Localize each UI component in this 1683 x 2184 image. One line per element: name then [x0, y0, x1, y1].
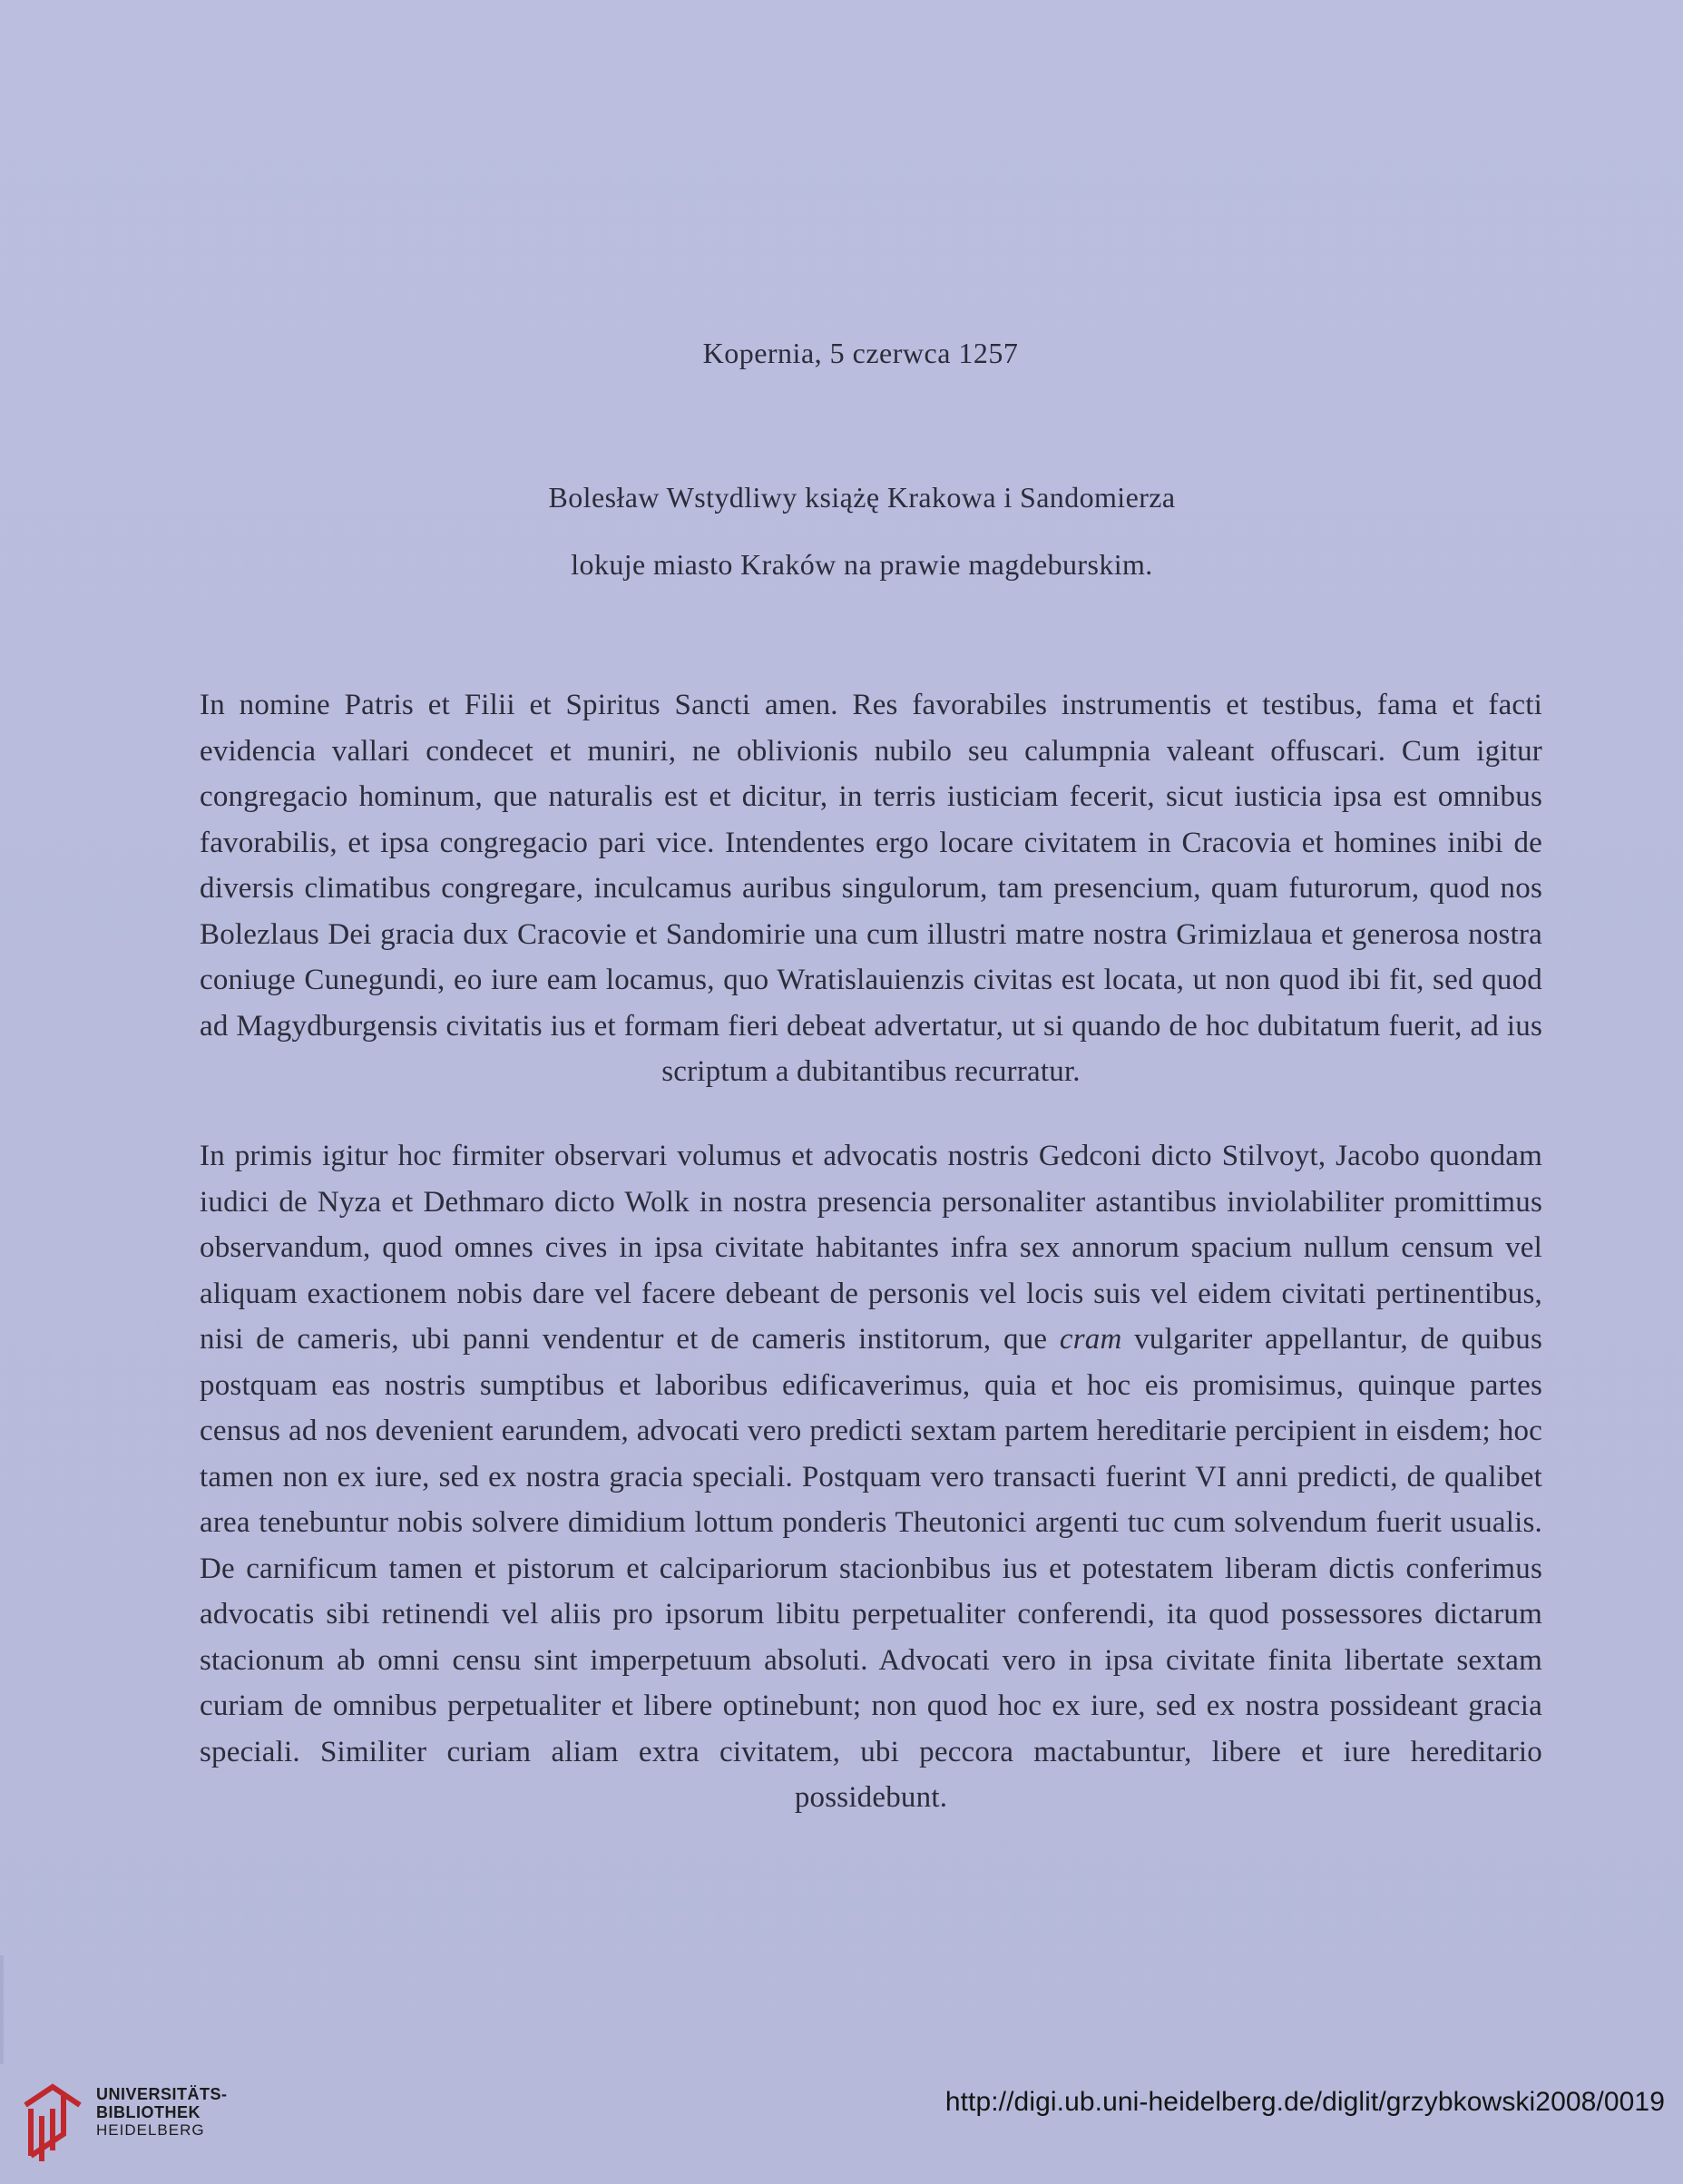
library-institution-name	[96, 2085, 228, 2140]
paragraph-2-text-start: In primis igitur hoc firmiter observari volumus et advocatis nostris Gedconi dicto Stilvoyt, Jacobo quondam iudici de Nyza et Dethmaro dicto Wolk in nostra presencia personaliter astantibus inviolabiliter promittimus observandum, quod omnes cives in ipsa civitate habitantes infra sex annorum spacium nullum censum vel aliquam exactionem nobis dare vel facere debeant de personis vel locis suis vel eidem civitati pertinentibus, nisi de cameris, ubi panni vendentur et de cameris institorum, que	[200, 1140, 1542, 1356]
source-url-link[interactable]: http://digi.ub.uni-heidelberg.de/diglit/grzybkowski2008/0019	[944, 2087, 1665, 2117]
document-date-line: Kopernia, 5 czerwca 1257	[702, 337, 1019, 369]
latin-paragraph-1: In nomine Patris et Filii et Spiritus Sancti amen. Res favorabiles instrumentis et testibus, fama et facti evidencia vallari condecet et muniri, ne oblivionis nubilo seu calumpnia valeant offuscari. Cum igitur congregacio hominum, que naturalis est et dicitur, in terris iusticiam fecerit, sicut iusticia ipsa est omnibus favorabilis, et ipsa congregacio pari vice. Intendentes ergo locare civitatem in Cracovia et homines inibi de diversis climatibus congregare, inculcamus auribus singulorum, tam presencium, quam futurorum, quod nos Bolezlaus Dei gracia dux Cracovie et Sandomirie una cum illustri matre nostra Grimizlaua et generosa nostra coniuge Cunegundi, eo iure eam locamus, quo Wratislauienzis civitas est locata, ut non quod ibi fit, sed quod ad Magydburgensis civitatis ius et formam fieri debeat advertatur, ut si quando de hoc dubitatum fuerit, ad ius scriptum a dubitantibus recurratur.	[200, 689, 1542, 1088]
institution-line-3: HEIDELBERG	[96, 2121, 205, 2139]
latin-paragraph-2	[200, 1133, 1542, 1821]
paragraph-2-italic-term: cram	[1059, 1323, 1122, 1356]
document-heading-line-2: lokuje miasto Kraków na prawie magdeburskim.	[571, 548, 1153, 581]
document-heading-line-1: Bolesław Wstydliwy książę Krakowa i Sandomierza	[548, 481, 1176, 514]
institution-line-1: UNIVERSITÄTS-	[96, 2085, 228, 2103]
library-book-logo-icon	[20, 2078, 85, 2165]
page-edge-shadow	[0, 1955, 4, 2064]
institution-line-2: BIBLIOTHEK	[96, 2103, 201, 2121]
paragraph-2-text-end: vulgariter appellantur, de quibus postquam eas nostris sumptibus et laboribus edificaverimus, quia et hoc eis promisimus, quinque partes census ad nos devenient earundem, advocati vero predicti sextam partem hereditarie percipient in eisdem; hoc tamen non ex iure, sed ex nostra gracia speciali. Postquam vero transacti fuerint VI anni predicti, de qualibet area tenebuntur nobis solvere dimidium lottum ponderis Theutonici argenti tuc cum solvendum fuerit usualis. De carnificum tamen et pistorum et calcipariorum stacionbibus ius et potestatem liberam dictis conferimus advocatis sibi retinendi vel aliis pro ipsorum libitu perpetualiter conferendi, ita quod possessores dictarum stacionum ab omni censu sint imperpetuum absoluti. Advocati vero in ipsa civitate finita libertate sextam curiam de omnibus perpetualiter et libere optinebunt; non quod hoc ex iure, sed ex nostra possideant gracia speciali. Similiter curiam aliam extra civitatem, ubi peccora mactabuntur, libere et iure hereditario possidebunt.	[200, 1323, 1542, 1814]
